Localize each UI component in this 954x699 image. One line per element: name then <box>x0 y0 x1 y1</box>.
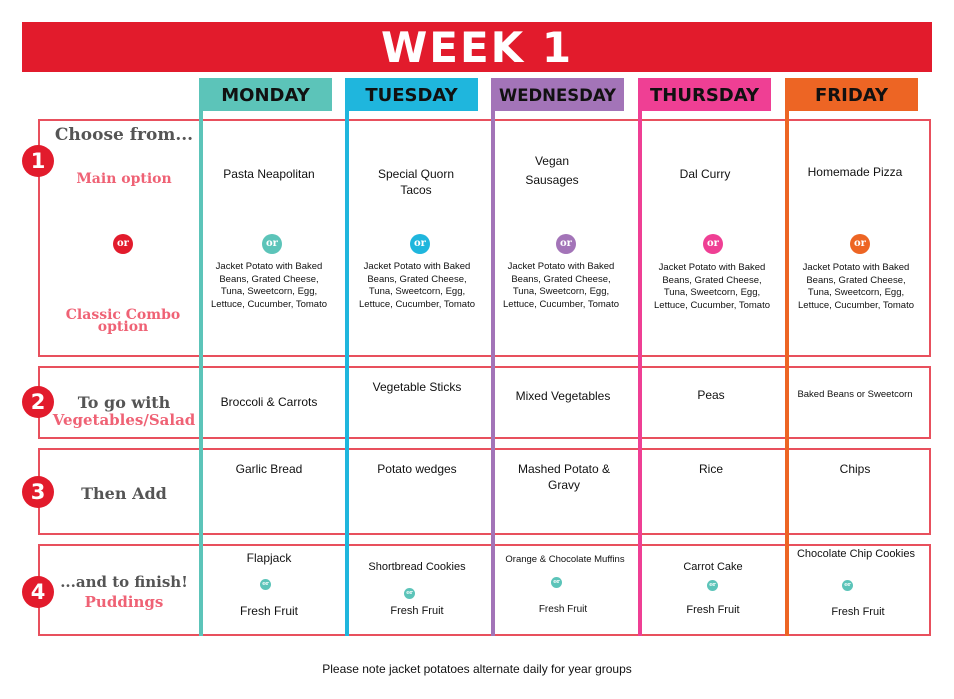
day-header-monday: MONDAY <box>199 78 332 111</box>
wednesday-add: Mashed Potato & Gravy <box>517 462 611 492</box>
section-2-number: 2 <box>22 386 54 418</box>
thursday-combo: Jacket Potato with Baked Beans, Grated Cheese, Tuna, Sweetcorn, Egg, Lettuce, Cucumber, Tomato <box>654 262 770 311</box>
day-header-thursday: THURSDAY <box>638 78 771 111</box>
friday-or-badge: or <box>850 234 870 254</box>
thursday-pudding: Carrot Cake <box>683 561 743 573</box>
monday-vegetables: Broccoli & Carrots <box>220 395 318 409</box>
day-header-tuesday: TUESDAY <box>345 78 478 111</box>
section-2-vegetables-label: Vegetables/Salad <box>52 411 196 429</box>
section-1-heading: Choose from... <box>54 125 194 145</box>
section-1-number: 1 <box>22 145 54 177</box>
section-1-main-option-label: Main option <box>76 171 172 187</box>
wednesday-column-line <box>491 78 495 636</box>
monday-add: Garlic Bread <box>235 462 303 476</box>
footnote: Please note jacket potatoes alternate daily for year groups <box>322 662 632 676</box>
wednesday-fruit: Fresh Fruit <box>538 604 588 615</box>
wednesday-or-badge: or <box>556 234 576 254</box>
section-3-number: 3 <box>22 476 54 508</box>
tuesday-column-line <box>345 78 349 636</box>
thursday-or-badge: or <box>703 234 723 254</box>
friday-add: Chips <box>839 462 871 476</box>
friday-fruit: Fresh Fruit <box>831 606 885 618</box>
friday-combo: Jacket Potato with Baked Beans, Grated Cheese, Tuna, Sweetcorn, Egg, Lettuce, Cucumber, Tomato <box>798 262 914 311</box>
friday-pudding: Chocolate Chip Cookies <box>796 548 915 560</box>
friday-vegetables: Baked Beans or Sweetcorn <box>797 389 913 400</box>
wednesday-vegetables: Mixed Vegetables <box>515 389 611 403</box>
tuesday-combo: Jacket Potato with Baked Beans, Grated Cheese, Tuna, Sweetcorn, Egg, Lettuce, Cucumber, Tomato <box>359 261 475 310</box>
monday-main: Pasta Neapolitan <box>223 167 315 181</box>
monday-pudding-or-badge: or <box>260 579 271 590</box>
thursday-column-line <box>638 78 642 636</box>
section-4-puddings-label: Puddings <box>84 593 164 611</box>
wednesday-main: Vegan Sausages <box>525 154 579 187</box>
tuesday-pudding-or-badge: or <box>404 588 415 599</box>
section-4-number: 4 <box>22 576 54 608</box>
wednesday-pudding: Orange & Chocolate Muffins <box>505 554 625 565</box>
monday-pudding: Flapjack <box>246 551 292 565</box>
wednesday-combo: Jacket Potato with Baked Beans, Grated Cheese, Tuna, Sweetcorn, Egg, Lettuce, Cucumber, Tomato <box>503 261 619 310</box>
thursday-vegetables: Peas <box>697 388 725 402</box>
section-1-classic-combo-label: Classic Combo option <box>65 307 181 335</box>
day-header-wednesday: WEDNESDAY <box>491 78 624 111</box>
tuesday-vegetables: Vegetable Sticks <box>372 380 462 394</box>
friday-column-line <box>785 78 789 636</box>
section-1-or-badge: or <box>113 234 133 254</box>
monday-combo: Jacket Potato with Baked Beans, Grated Cheese, Tuna, Sweetcorn, Egg, Lettuce, Cucumber, Tomato <box>211 261 327 310</box>
friday-pudding-or-badge: or <box>842 580 853 591</box>
wednesday-pudding-or-badge: or <box>551 577 562 588</box>
monday-column-line <box>199 78 203 636</box>
monday-or-badge: or <box>262 234 282 254</box>
tuesday-main: Special Quorn Tacos <box>377 167 455 197</box>
section-3-heading: Then Add <box>81 484 167 503</box>
monday-fruit: Fresh Fruit <box>239 604 298 618</box>
thursday-main: Dal Curry <box>679 167 731 181</box>
section-4-heading: ...and to finish! <box>60 573 188 591</box>
thursday-pudding-or-badge: or <box>707 580 718 591</box>
page-title: WEEK 1 <box>380 23 574 72</box>
tuesday-or-badge: or <box>410 234 430 254</box>
thursday-add: Rice <box>698 462 723 476</box>
section-2-heading: To go with <box>77 393 171 412</box>
tuesday-fruit: Fresh Fruit <box>390 605 444 617</box>
tuesday-pudding: Shortbread Cookies <box>368 561 466 573</box>
tuesday-add: Potato wedges <box>377 462 457 476</box>
thursday-fruit: Fresh Fruit <box>686 604 740 616</box>
title-banner <box>22 22 932 72</box>
friday-main: Homemade Pizza <box>807 165 903 179</box>
day-header-friday: FRIDAY <box>785 78 918 111</box>
